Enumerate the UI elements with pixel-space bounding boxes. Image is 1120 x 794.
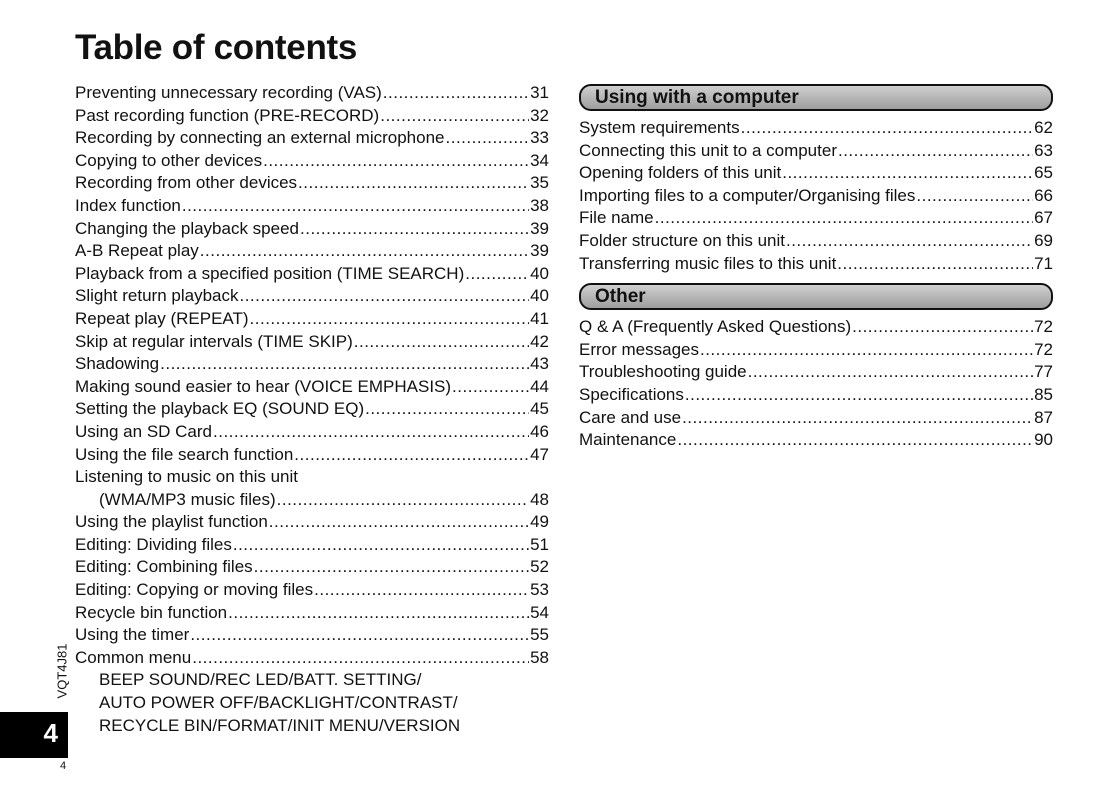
toc-entry xyxy=(579,185,1053,208)
toc-entry-page: 46 xyxy=(530,421,549,441)
dot-leader xyxy=(700,339,1033,362)
toc-entry-title: Editing: Copying or moving files xyxy=(75,580,314,600)
toc-entry-title: Connecting this unit to a computer xyxy=(579,140,837,160)
dot-leader xyxy=(655,207,1033,230)
toc-entry xyxy=(579,339,1053,362)
toc-entry-title: Q & A (Frequently Asked Questions) xyxy=(579,317,852,337)
toc-entry xyxy=(579,162,1053,185)
toc-entry-title: Troubleshooting guide xyxy=(579,362,747,382)
toc-entry-title: Playback from a specified position (TIME SEARCH) xyxy=(75,263,465,283)
dot-leader xyxy=(190,624,529,647)
toc-left-column xyxy=(75,82,549,737)
model-code-text: VQT4J81 xyxy=(54,643,70,699)
toc-entry xyxy=(75,150,549,173)
toc-entry-page: 53 xyxy=(530,580,549,600)
toc-entry xyxy=(75,240,549,263)
toc-entry-page: 31 xyxy=(530,83,549,102)
toc-entry-page: 71 xyxy=(1034,253,1053,273)
toc-entry-title: Common menu xyxy=(75,647,192,667)
toc-entry-title: Folder structure on this unit xyxy=(579,230,785,250)
toc-entry xyxy=(579,117,1053,140)
toc-entry-title: Preventing unnecessary recording (VAS) xyxy=(75,83,382,102)
toc-entry-title: Error messages xyxy=(579,339,699,359)
toc-entry-title: Maintenance xyxy=(579,430,677,450)
toc-entry-page: 58 xyxy=(530,647,549,667)
common-menu-item: BEEP SOUND/REC LED/BATT. SETTING/ xyxy=(99,670,422,690)
toc-entry-title: System requirements xyxy=(579,118,740,137)
toc-entry xyxy=(75,534,549,557)
dot-leader xyxy=(446,127,530,150)
toc-entry-title: Recording from other devices xyxy=(75,173,298,193)
toc-entry xyxy=(579,253,1053,276)
toc-entry xyxy=(579,316,1053,339)
toc-entry-title: Opening folders of this unit xyxy=(579,163,782,183)
toc-entry-page: 72 xyxy=(1034,317,1053,337)
dot-leader xyxy=(298,172,529,195)
toc-entry-page: 44 xyxy=(530,376,549,396)
toc-entry-page: 45 xyxy=(530,399,549,419)
dot-leader xyxy=(263,150,529,173)
toc-entry: Listening to music on this unit xyxy=(75,467,299,487)
toc-entry-title: Skip at regular intervals (TIME SKIP) xyxy=(75,331,353,351)
page-number-footer: 4 xyxy=(60,760,67,772)
toc-entry xyxy=(75,82,549,105)
toc-entry xyxy=(75,602,549,625)
toc-entry-page: 54 xyxy=(530,602,549,622)
toc-entry xyxy=(75,376,549,399)
toc-entry-page: 34 xyxy=(530,150,549,170)
toc-entry-title: Changing the playback speed xyxy=(75,218,299,238)
page-number: 4 xyxy=(43,718,58,748)
toc-entry-title: Using the timer xyxy=(75,625,190,645)
toc-entry-page: 69 xyxy=(1034,230,1053,250)
toc-entry-title: Index function xyxy=(75,195,181,215)
toc-entry-page: 87 xyxy=(1034,407,1053,427)
toc-entry-title: Specifications xyxy=(579,384,684,404)
toc-entry-title: A-B Repeat play xyxy=(75,241,199,261)
toc-entry-title: Setting the playback EQ (SOUND EQ) xyxy=(75,399,365,419)
toc-entry-page: 43 xyxy=(530,354,549,374)
toc-entry xyxy=(579,407,1053,430)
toc-entry xyxy=(75,511,549,534)
dot-leader xyxy=(182,195,529,218)
dot-leader xyxy=(200,240,529,263)
toc-entry-page: 41 xyxy=(530,308,549,328)
dot-leader xyxy=(677,429,1033,452)
dot-leader xyxy=(786,230,1033,253)
dot-leader xyxy=(685,384,1033,407)
toc-entry xyxy=(75,331,549,354)
toc-entry-page: 85 xyxy=(1034,384,1053,404)
toc-entry-title: Recycle bin function xyxy=(75,602,228,622)
toc-entry-page: 51 xyxy=(530,534,549,554)
dot-leader xyxy=(365,398,529,421)
dot-leader xyxy=(294,444,529,467)
dot-leader xyxy=(269,511,529,534)
toc-entry-title: Copying to other devices xyxy=(75,150,263,170)
section-heading: Using with a computer xyxy=(579,84,1053,111)
toc-entry-page: 55 xyxy=(530,625,549,645)
toc-entry-title: Transferring music files to this unit xyxy=(579,253,837,273)
toc-entry-page: 67 xyxy=(1034,208,1053,228)
toc-entry xyxy=(75,444,549,467)
toc-entry-title: Care and use xyxy=(579,407,682,427)
toc-entry-page: 42 xyxy=(530,331,549,351)
dot-leader xyxy=(228,602,529,625)
dot-leader xyxy=(916,185,1033,208)
toc-entry-page: 66 xyxy=(1034,185,1053,205)
dot-leader xyxy=(314,579,529,602)
dot-leader xyxy=(354,331,529,354)
toc-entry xyxy=(579,429,1053,452)
toc-entry xyxy=(75,127,549,150)
dot-leader xyxy=(741,117,1033,140)
dot-leader xyxy=(465,263,529,286)
toc-entry-title: Making sound easier to hear (VOICE EMPHASIS) xyxy=(75,376,452,396)
toc-entry xyxy=(75,218,549,241)
toc-entry xyxy=(75,195,549,218)
toc-entry xyxy=(579,230,1053,253)
model-code xyxy=(50,636,74,706)
toc-entry-page: 40 xyxy=(530,286,549,306)
toc-entry-page: 40 xyxy=(530,263,549,283)
toc-entry-page: 48 xyxy=(530,489,549,509)
page-number-tab xyxy=(0,712,68,758)
toc-entry-title: Repeat play (REPEAT) xyxy=(75,308,249,328)
toc-entry-page: 65 xyxy=(1034,163,1053,183)
toc-right-column xyxy=(579,84,1053,452)
toc-entry-title: Slight return playback xyxy=(75,286,239,306)
toc-entry xyxy=(75,421,549,444)
dot-leader xyxy=(250,308,530,331)
toc-entry xyxy=(75,263,549,286)
common-menu-item: RECYCLE BIN/FORMAT/INIT MENU/VERSION xyxy=(99,715,461,735)
toc-entry-page: 39 xyxy=(530,218,549,238)
toc-entry xyxy=(75,398,549,421)
toc-entry-title: Recording by connecting an external microphone xyxy=(75,128,445,148)
dot-leader xyxy=(383,82,529,105)
toc-entry xyxy=(75,647,549,670)
toc-entry-page: 90 xyxy=(1034,430,1053,450)
toc-entry-page: 35 xyxy=(530,173,549,193)
toc-entry-page: 63 xyxy=(1034,140,1053,160)
toc-entry xyxy=(75,105,549,128)
dot-leader xyxy=(213,421,529,444)
dot-leader xyxy=(837,253,1033,276)
toc-entry-page: 47 xyxy=(530,444,549,464)
toc-entry xyxy=(75,285,549,308)
dot-leader xyxy=(452,376,529,399)
toc-entry-page: 62 xyxy=(1034,118,1053,137)
dot-leader xyxy=(160,353,529,376)
toc-entry-title: Using the playlist function xyxy=(75,512,268,532)
toc-entry-title: Editing: Dividing files xyxy=(75,534,232,554)
dot-leader xyxy=(233,534,529,557)
section-heading: Other xyxy=(579,283,1053,310)
toc-entry-page: 39 xyxy=(530,241,549,261)
toc-entry xyxy=(579,384,1053,407)
dot-leader xyxy=(192,647,529,670)
toc-entry-page: 72 xyxy=(1034,339,1053,359)
toc-entry-page: 32 xyxy=(530,105,549,125)
toc-entry xyxy=(579,207,1053,230)
toc-entry-title: (WMA/MP3 music files) xyxy=(99,489,276,509)
toc-entry-page: 38 xyxy=(530,195,549,215)
toc-entry xyxy=(75,489,549,512)
dot-leader xyxy=(254,556,529,579)
dot-leader xyxy=(682,407,1033,430)
toc-entry xyxy=(75,353,549,376)
toc-entry xyxy=(75,308,549,331)
common-menu-item: AUTO POWER OFF/BACKLIGHT/CONTRAST/ xyxy=(99,693,458,713)
dot-leader xyxy=(380,105,529,128)
toc-entry-title: Using an SD Card xyxy=(75,421,213,441)
dot-leader xyxy=(838,140,1033,163)
toc-entry-title: File name xyxy=(579,208,654,228)
toc-entry xyxy=(75,579,549,602)
toc-entry-title: Editing: Combining files xyxy=(75,557,253,577)
toc-entry xyxy=(75,556,549,579)
toc-entry-title: Using the file search function xyxy=(75,444,294,464)
toc-entry xyxy=(579,361,1053,384)
dot-leader xyxy=(782,162,1033,185)
dot-leader xyxy=(300,218,529,241)
dot-leader xyxy=(239,285,529,308)
page-title: Table of contents xyxy=(75,28,358,67)
toc-entry-page: 33 xyxy=(530,128,549,148)
toc-entry xyxy=(579,140,1053,163)
toc-entry xyxy=(75,624,549,647)
dot-leader xyxy=(852,316,1033,339)
toc-entry xyxy=(75,172,549,195)
dot-leader xyxy=(277,489,529,512)
toc-entry-title: Shadowing xyxy=(75,354,160,374)
toc-entry-page: 77 xyxy=(1034,362,1053,382)
toc-entry-page: 49 xyxy=(530,512,549,532)
toc-entry-title: Importing files to a computer/Organising files xyxy=(579,185,916,205)
toc-entry-title: Past recording function (PRE-RECORD) xyxy=(75,105,380,125)
toc-entry-page: 52 xyxy=(530,557,549,577)
dot-leader xyxy=(748,361,1033,384)
